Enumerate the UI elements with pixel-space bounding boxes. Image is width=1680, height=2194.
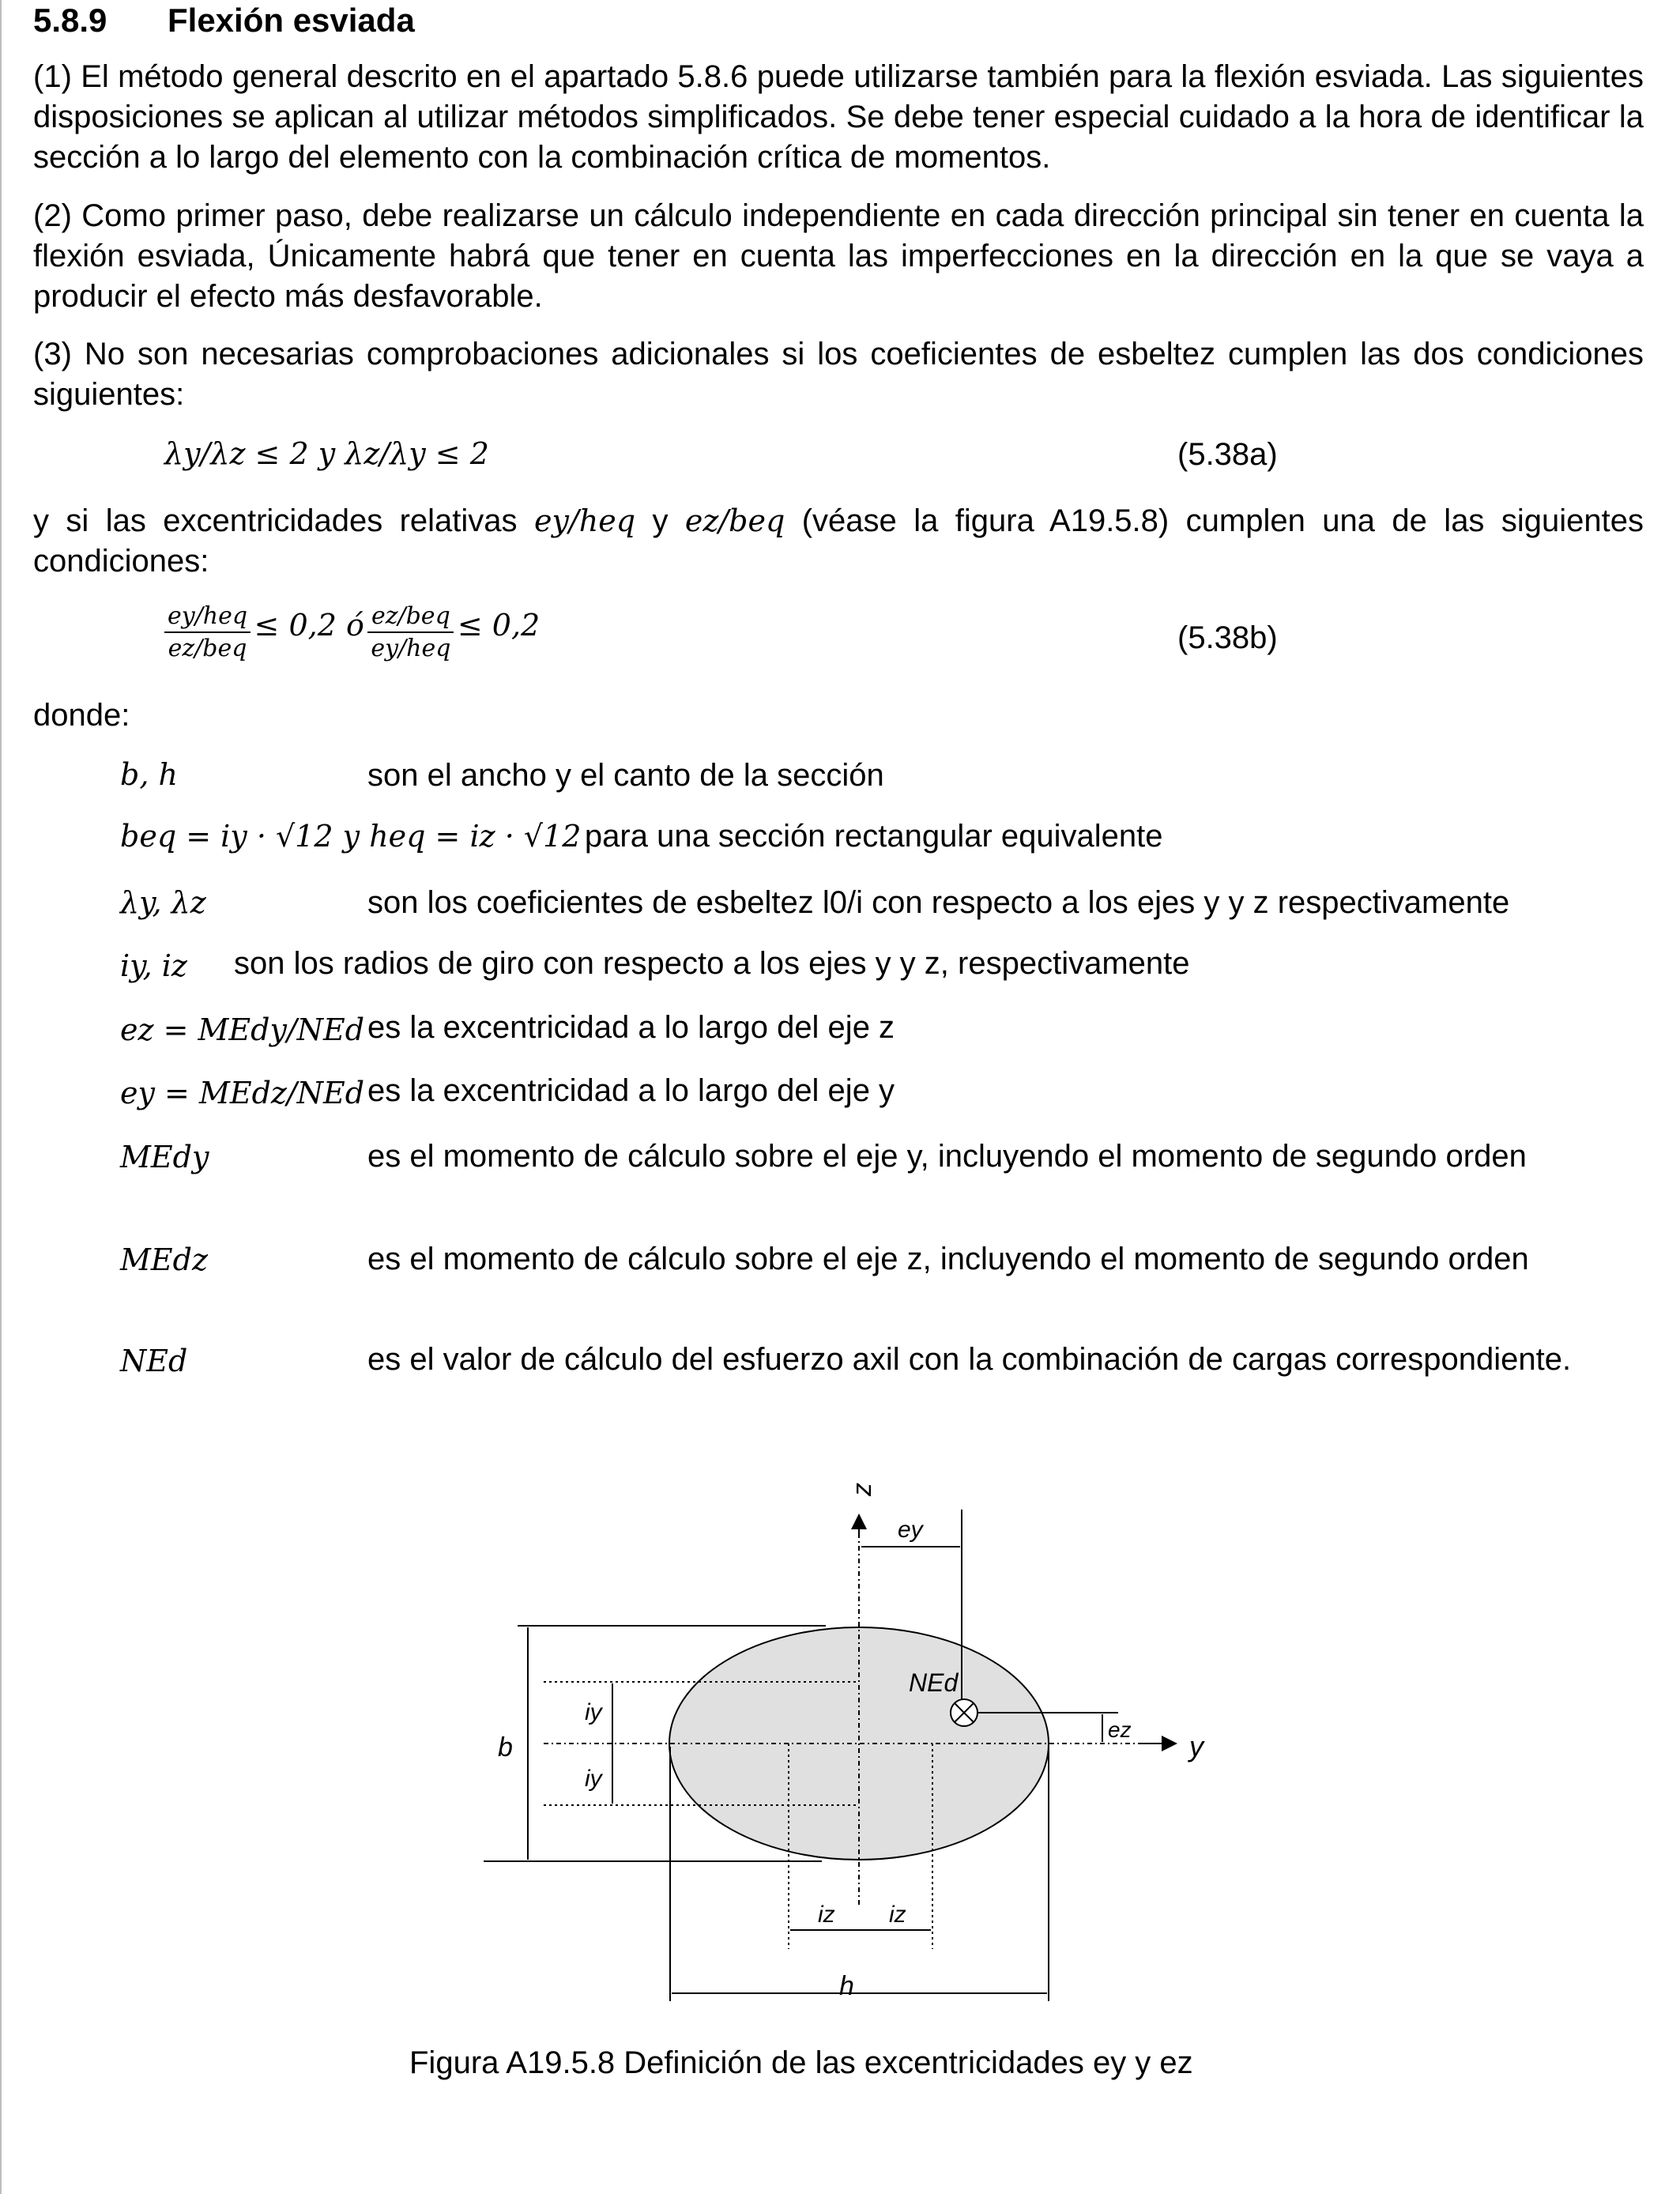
paragraph-4-part-c: (véase la figura A19.5.8) cumplen una de las siguientes condiciones:	[33, 503, 1644, 579]
paragraph-2: (2) Como primer paso, debe realizarse un cálculo independiente en cada dirección principal sin tener en cuenta la flexión esviada, Únicamente habrá que tener en cuenta las imperfecciones en la dirección en la que se vaya a producir el efecto más desfavorable.	[33, 198, 1644, 314]
label-ey: ey	[898, 1517, 923, 1543]
donde-label: donde:	[33, 698, 130, 733]
fraction-1-denominator: ez/beq	[168, 635, 247, 662]
def-text-lambda: son los coeficientes de esbeltez l0/i con respecto a los ejes y y z respectivamente	[367, 885, 1510, 920]
paragraph-3: (3) No son necesarias comprobaciones adicionales si los coeficientes de esbeltez cumplen las dos condiciones siguientes:	[33, 337, 1644, 412]
def-text-ey: es la excentricidad a lo largo del eje y	[367, 1073, 895, 1108]
equation-number-5-38a: (5.38a)	[1177, 437, 1278, 472]
label-iy-top: iy	[585, 1699, 602, 1725]
label-ez: ez	[1108, 1717, 1132, 1742]
def-symbol-beq-heq: beq = iy · √12 y heq = iz · √12	[120, 819, 582, 854]
paragraph-4-part-a: y si las excentricidades relativas	[33, 503, 518, 538]
def-text-ez: es la excentricidad a lo largo del eje z	[367, 1010, 895, 1045]
def-text-ned: es el valor de cálculo del esfuerzo axil con la combinación de cargas correspondiente.	[367, 1342, 1572, 1377]
def-symbol-lambda: λy, λz	[120, 885, 206, 920]
def-symbol-ey: ey = MEdz/NEd	[120, 1076, 365, 1110]
def-text-medz: es el momento de cálculo sobre el eje z, incluyendo el momento de segundo orden	[367, 1242, 1529, 1276]
inline-ey-heq: ey/heq	[533, 503, 636, 538]
label-ned: NEd	[909, 1668, 959, 1697]
fraction-1-numerator: ey/heq	[164, 602, 250, 633]
paragraph-4-part-b: y	[652, 503, 669, 538]
fraction-2-numerator: ez/beq	[367, 602, 454, 633]
def-text-beq-heq: para una sección rectangular equivalente	[584, 819, 1163, 854]
label-iz-right: iz	[889, 1902, 906, 1928]
def-symbol-b-h: b, h	[120, 757, 178, 792]
def-symbol-ez: ez = MEdy/NEd	[120, 1012, 365, 1047]
equation-5-38a: λy/λz ≤ 2 y λz/λy ≤ 2	[164, 436, 489, 471]
label-iy-bottom: iy	[585, 1766, 602, 1792]
fraction-2-denominator: ey/heq	[371, 635, 451, 662]
def-symbol-medy: MEdy	[120, 1140, 209, 1174]
def-text-medy: es el momento de cálculo sobre el eje y, incluyendo el momento de segundo orden	[367, 1139, 1527, 1174]
section-number: 5.8.9	[33, 2, 107, 39]
equation-number-5-38b: (5.38b)	[1177, 620, 1278, 655]
paragraph-1: (1) El método general descrito en el apartado 5.8.6 puede utilizarse también para la flexión esviada. Las siguientes disposiciones se aplican al utilizar métodos simplificados. Se debe tener especial cuidado a la hora de identificar la sección a lo largo del elemento con la combinación crítica de momentos.	[33, 59, 1644, 175]
inline-ez-beq: ez/beq	[684, 503, 785, 538]
def-text-iy-iz: son los radios de giro con respecto a los ejes y y z, respectivamente	[234, 946, 1190, 981]
label-h: h	[839, 1971, 854, 2001]
equation-5-38b-middle: ≤ 0,2 ó	[254, 608, 364, 643]
def-symbol-ned: NEd	[120, 1344, 188, 1378]
section-title: Flexión esviada	[168, 2, 415, 39]
label-y-axis: y	[1189, 1730, 1203, 1762]
equation-5-38b-end: ≤ 0,2	[457, 608, 541, 643]
label-iz-left: iz	[818, 1902, 835, 1928]
figure-caption: Figura A19.5.8 Definición de las excentricidades ey y ez	[409, 2045, 1193, 2080]
def-symbol-iy-iz: iy, iz	[120, 948, 187, 983]
label-b: b	[498, 1732, 513, 1762]
label-z-axis: z	[847, 1483, 877, 1496]
def-symbol-medz: MEdz	[120, 1242, 208, 1277]
def-text-b-h: son el ancho y el canto de la sección	[367, 758, 884, 793]
